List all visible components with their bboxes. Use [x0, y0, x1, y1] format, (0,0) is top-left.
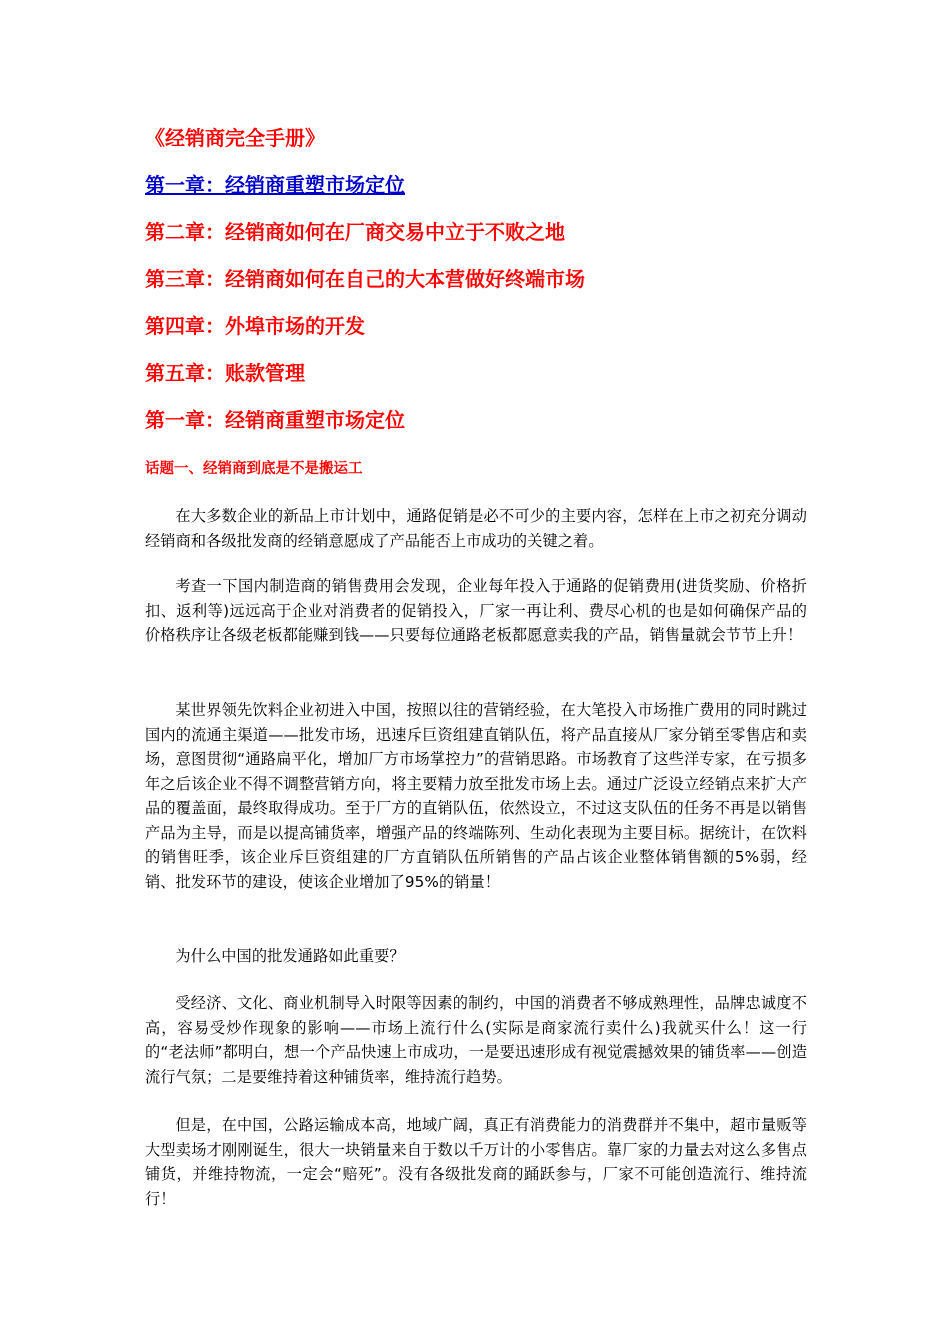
toc-item-chapter-2: 第二章：经销商如何在厂商交易中立于不败之地 [145, 220, 565, 244]
toc-item-chapter-4: 第四章：外埠市场的开发 [145, 314, 365, 338]
body-paragraph-6: 但是，在中国，公路运输成本高，地域广阔，真正有消费能力的消费群并不集中，超市量贩等大型卖场才刚刚诞生，很大一块销量来自于数以千万计的小零售店。靠厂家的力量去对这么多售点铺货，并维持物流，一定会“赔死”。没有各级批发商的踊跃参与，厂家不可能创造流行、维持流行！ [145, 1116, 807, 1208]
toc-item-chapter-3: 第三章：经销商如何在自己的大本营做好终端市场 [145, 267, 585, 291]
body-paragraph-1: 在大多数企业的新品上市计划中，通路促销是必不可少的主要内容，怎样在上市之初充分调动经销商和各级批发商的经销意愿成了产品能否上市成功的关键之着。 [145, 507, 807, 550]
book-title: 《经销商完全手册》 [145, 126, 325, 150]
body-paragraph-2: 考查一下国内制造商的销售费用会发现，企业每年投入于通路的促销费用(进货奖励、价格折扣、返利等)远远高于企业对消费者的促销投入，厂家一再让利、费尽心机的也是如何确保产品的价格秩序让各级老板都能赚到钱——只要每位通路老板都愿意卖我的产品，销售量就会节节上升！ [145, 577, 807, 644]
chapter-heading: 第一章：经销商重塑市场定位 [145, 408, 405, 432]
body-paragraph-4: 为什么中国的批发通路如此重要？ [175, 947, 405, 965]
toc-item-chapter-5: 第五章：账款管理 [145, 361, 305, 385]
body-paragraph-3: 某世界领先饮料企业初进入中国，按照以往的营销经验，在大笔投入市场推广费用的同时跳过国内的流通主渠道——批发市场，迅速斥巨资组建直销队伍，将产品直接从厂家分销至零售店和卖场，意图贯彻“通路扁平化，增加厂方市场掌控力”的营销思路。市场教育了这些洋专家，在亏损多年之后该企业不得不调整营销方向，将主要精力放至批发市场上去。通过广泛设立经销点来扩大产品的覆盖面，最终取得成功。至于厂方的直销队伍，依然设立，不过这支队伍的任务不再是以销售产品为主导，而是以提高铺货率，增强产品的终端陈列、生动化表现为主要目标。据统计，在饮料的销售旺季，该企业斥巨资组建的厂方直销队伍所销售的产品占该企业整体销售额的5%弱，经销、批发环节的建设，使该企业增加了95%的销量！ [145, 701, 807, 891]
toc-item-chapter-1-link[interactable]: 第一章：经销商重塑市场定位 [145, 173, 405, 197]
topic-heading: 话题一、经销商到底是不是搬运工 [145, 461, 363, 477]
body-paragraph-5: 受经济、文化、商业机制导入时限等因素的制约，中国的消费者不够成熟理性，品牌忠诚度不高，容易受炒作现象的影响——市场上流行什么(实际是商家流行卖什么)我就买什么！这一行的“老法师”都明白，想一个产品快速上市成功，一是要迅速形成有视觉震撼效果的铺货率——创造流行气氛；二是要维持着这种铺货率，维持流行趋势。 [145, 994, 807, 1086]
